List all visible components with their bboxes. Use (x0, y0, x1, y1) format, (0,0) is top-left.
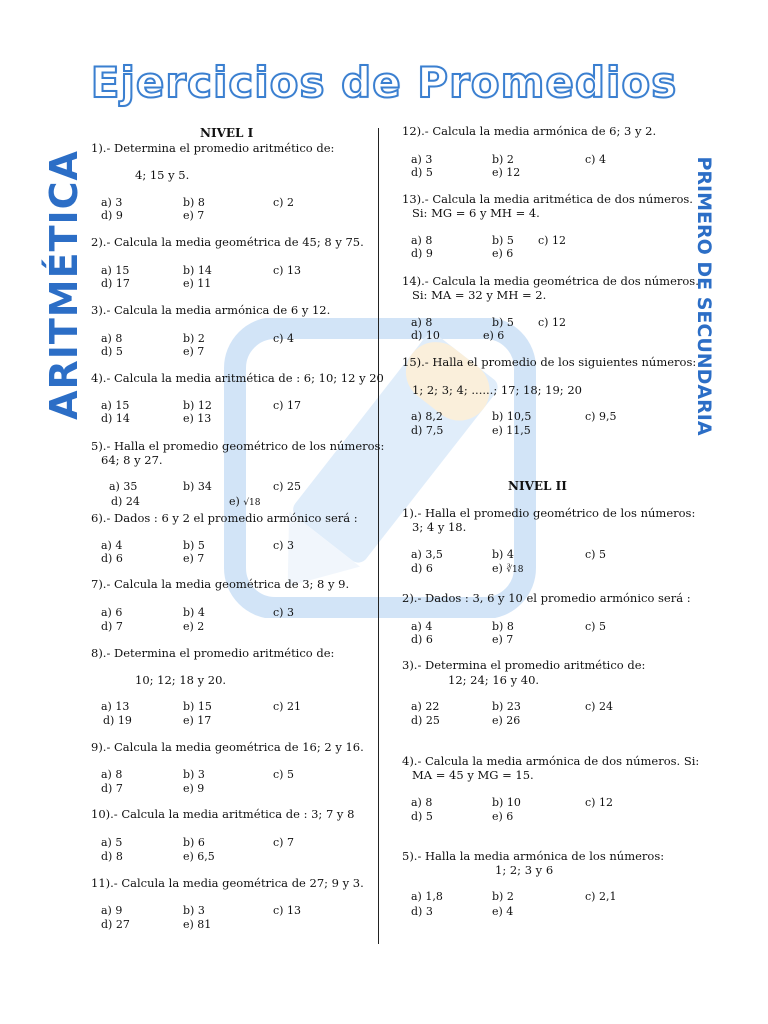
question-text: 5).- Halla la media armónica de los números: (402, 849, 665, 863)
option-c: c) 5 (273, 768, 294, 781)
option-c: c) 2,1 (585, 890, 617, 903)
option-b: b) 15 (183, 700, 212, 713)
option-d: d) 7 (101, 782, 123, 795)
option-d: d) 25 (411, 714, 440, 727)
question-data: 1; 2; 3; 4; ......; 17; 18; 19; 20 (412, 383, 582, 397)
section-heading: NIVEL I (200, 126, 254, 140)
question-data: Si: MG = 6 y MH = 4. (412, 206, 540, 220)
option-e: e) 6 (483, 329, 505, 342)
option-e: e) 11,5 (492, 424, 531, 437)
option-b: b) 6 (183, 836, 205, 849)
question-text: 11).- Calcula la media geométrica de 27; 9 y 3. (91, 876, 364, 890)
option-e: e) 26 (492, 714, 521, 727)
question-text: 14).- Calcula la media geométrica de dos números. (402, 274, 699, 288)
option-c: c) 17 (273, 399, 301, 412)
option-e: e) 9 (183, 782, 205, 795)
question-text: 2).- Dados : 3, 6 y 10 el promedio armónico será : (402, 591, 691, 605)
option-d: d) 19 (103, 714, 132, 727)
option-a: a) 8 (101, 768, 123, 781)
option-e: e) 7 (183, 552, 205, 565)
option-b: b) 3 (183, 768, 205, 781)
question-data: 1; 2; 3 y 6 (495, 863, 554, 877)
question-data: 12; 24; 16 y 40. (448, 673, 540, 687)
question-data: 3; 4 y 18. (412, 520, 467, 534)
option-b: b) 2 (183, 332, 205, 345)
option-a: a) 3 (411, 153, 433, 166)
option-a: a) 8 (101, 332, 123, 345)
option-e-label: e) (492, 562, 503, 575)
option-c: c) 13 (273, 904, 301, 917)
column-divider (378, 128, 379, 944)
option-a: a) 5 (101, 836, 123, 849)
option-c: c) 4 (585, 153, 606, 166)
question-data: MA = 45 y MG = 15. (412, 768, 534, 782)
option-d: d) 14 (101, 412, 130, 425)
option-c: c) 7 (273, 836, 294, 849)
question-text: 4).- Calcula la media aritmética de : 6; 10; 12 y 20 (91, 371, 384, 385)
option-d: d) 6 (411, 633, 433, 646)
question-text: 15).- Halla el promedio de los siguientes números: (402, 355, 697, 369)
option-a: a) 8 (411, 316, 433, 329)
option-b: b) 4 (492, 548, 514, 561)
question-data: 64; 8 y 27. (101, 453, 163, 467)
option-a: a) 22 (411, 700, 440, 713)
option-e-label: e) (229, 495, 240, 508)
option-e: e) 6 (492, 247, 514, 260)
option-c: c) 5 (585, 548, 606, 561)
option-a: a) 8,2 (411, 410, 443, 423)
option-e (492, 562, 524, 577)
question-text: 10).- Calcula la media aritmética de : 3; 7 y 8 (91, 807, 355, 821)
option-a: a) 13 (101, 700, 130, 713)
question-text: 1).- Determina el promedio aritmético de: (91, 141, 335, 155)
subject-label: ARITMÉTICA (42, 150, 86, 420)
option-c: c) 9,5 (585, 410, 617, 423)
option-b: b) 4 (183, 606, 205, 619)
question-text: 12).- Calcula la media armónica de 6; 3 y 2. (402, 124, 657, 138)
radical: √18 (243, 498, 261, 508)
option-a: a) 15 (101, 399, 130, 412)
question-text: 13).- Calcula la media aritmética de dos números. (402, 192, 693, 206)
option-b: b) 8 (492, 620, 514, 633)
question-text: 1).- Halla el promedio geométrico de los números: (402, 506, 696, 520)
option-c: c) 3 (273, 539, 294, 552)
option-e: e) 7 (183, 209, 205, 222)
option-d: d) 7,5 (411, 424, 444, 437)
option-b: b) 10 (492, 796, 521, 809)
option-d: d) 7 (101, 620, 123, 633)
option-d: d) 6 (101, 552, 123, 565)
question-data: 4; 15 y 5. (135, 168, 190, 182)
question-text: 9).- Calcula la media geométrica de 16; 2 y 16. (91, 740, 364, 754)
option-e: e) 81 (183, 918, 212, 931)
option-b: b) 23 (492, 700, 521, 713)
option-a: a) 3,5 (411, 548, 443, 561)
question-text: 3).- Determina el promedio aritmético de: (402, 658, 646, 672)
option-c: c) 13 (273, 264, 301, 277)
question-data: 10; 12; 18 y 20. (135, 673, 227, 687)
question-text: 7).- Calcula la media geométrica de 3; 8 y 9. (91, 577, 350, 591)
option-d: d) 3 (411, 905, 433, 918)
option-b: b) 3 (183, 904, 205, 917)
option-c: c) 12 (585, 796, 613, 809)
option-b: b) 2 (492, 890, 514, 903)
option-a: a) 4 (411, 620, 433, 633)
question-data: Si: MA = 32 y MH = 2. (412, 288, 547, 302)
option-a: a) 6 (101, 606, 123, 619)
option-b: b) 10,5 (492, 410, 532, 423)
option-e: e) 2 (183, 620, 205, 633)
option-e: e) 4 (492, 905, 514, 918)
option-d: d) 27 (101, 918, 130, 931)
option-c: c) 2 (273, 196, 294, 209)
section-heading: NIVEL II (508, 479, 567, 493)
option-a: a) 15 (101, 264, 130, 277)
option-b: b) 12 (183, 399, 212, 412)
option-e: e) 17 (183, 714, 212, 727)
option-a: a) 8 (411, 234, 433, 247)
question-text: 8).- Determina el promedio aritmético de: (91, 646, 335, 660)
question-text: 5).- Halla el promedio geométrico de los números: (91, 439, 385, 453)
radical: ∛18 (506, 565, 524, 575)
option-e: e) 6,5 (183, 850, 215, 863)
option-a: a) 1,8 (411, 890, 443, 903)
option-b: b) 5 (492, 316, 514, 329)
option-e: e) 6 (492, 810, 514, 823)
option-d: d) 5 (101, 345, 123, 358)
grade-label: PRIMERO DE SECUNDARIA (693, 156, 715, 436)
option-d: d) 5 (411, 166, 433, 179)
option-e: e) 11 (183, 277, 212, 290)
option-c: c) 5 (585, 620, 606, 633)
option-c: c) 12 (538, 316, 566, 329)
option-b: b) 2 (492, 153, 514, 166)
question-text: 3).- Calcula la media armónica de 6 y 12. (91, 303, 331, 317)
question-text: 6).- Dados : 6 y 2 el promedio armónico será : (91, 511, 358, 525)
option-b: b) 14 (183, 264, 212, 277)
question-text: 4).- Calcula la media armónica de dos números. Si: (402, 754, 700, 768)
option-d: d) 10 (411, 329, 440, 342)
option-a: a) 4 (101, 539, 123, 552)
option-d: d) 6 (411, 562, 433, 575)
option-e: e) 13 (183, 412, 212, 425)
page-title: Ejercicios de Promedios (90, 58, 678, 107)
option-c: c) 4 (273, 332, 294, 345)
option-e: e) 12 (492, 166, 521, 179)
option-d: d) 5 (411, 810, 433, 823)
option-a: a) 3 (101, 196, 123, 209)
option-a: a) 9 (101, 904, 123, 917)
option-d: d) 9 (101, 209, 123, 222)
option-d: d) 8 (101, 850, 123, 863)
option-b: b) 5 (492, 234, 514, 247)
option-c: c) 24 (585, 700, 613, 713)
option-a: a) 8 (411, 796, 433, 809)
question-text: 2).- Calcula la media geométrica de 45; 8 y 75. (91, 235, 364, 249)
option-a: a) 35 (109, 480, 138, 493)
option-b: b) 34 (183, 480, 212, 493)
option-c: c) 21 (273, 700, 301, 713)
option-d: d) 24 (111, 495, 140, 508)
option-c: c) 12 (538, 234, 566, 247)
option-e (229, 495, 261, 510)
option-d: d) 17 (101, 277, 130, 290)
option-c: c) 3 (273, 606, 294, 619)
option-e: e) 7 (183, 345, 205, 358)
option-d: d) 9 (411, 247, 433, 260)
option-c: c) 25 (273, 480, 301, 493)
option-e: e) 7 (492, 633, 514, 646)
option-b: b) 5 (183, 539, 205, 552)
option-b: b) 8 (183, 196, 205, 209)
